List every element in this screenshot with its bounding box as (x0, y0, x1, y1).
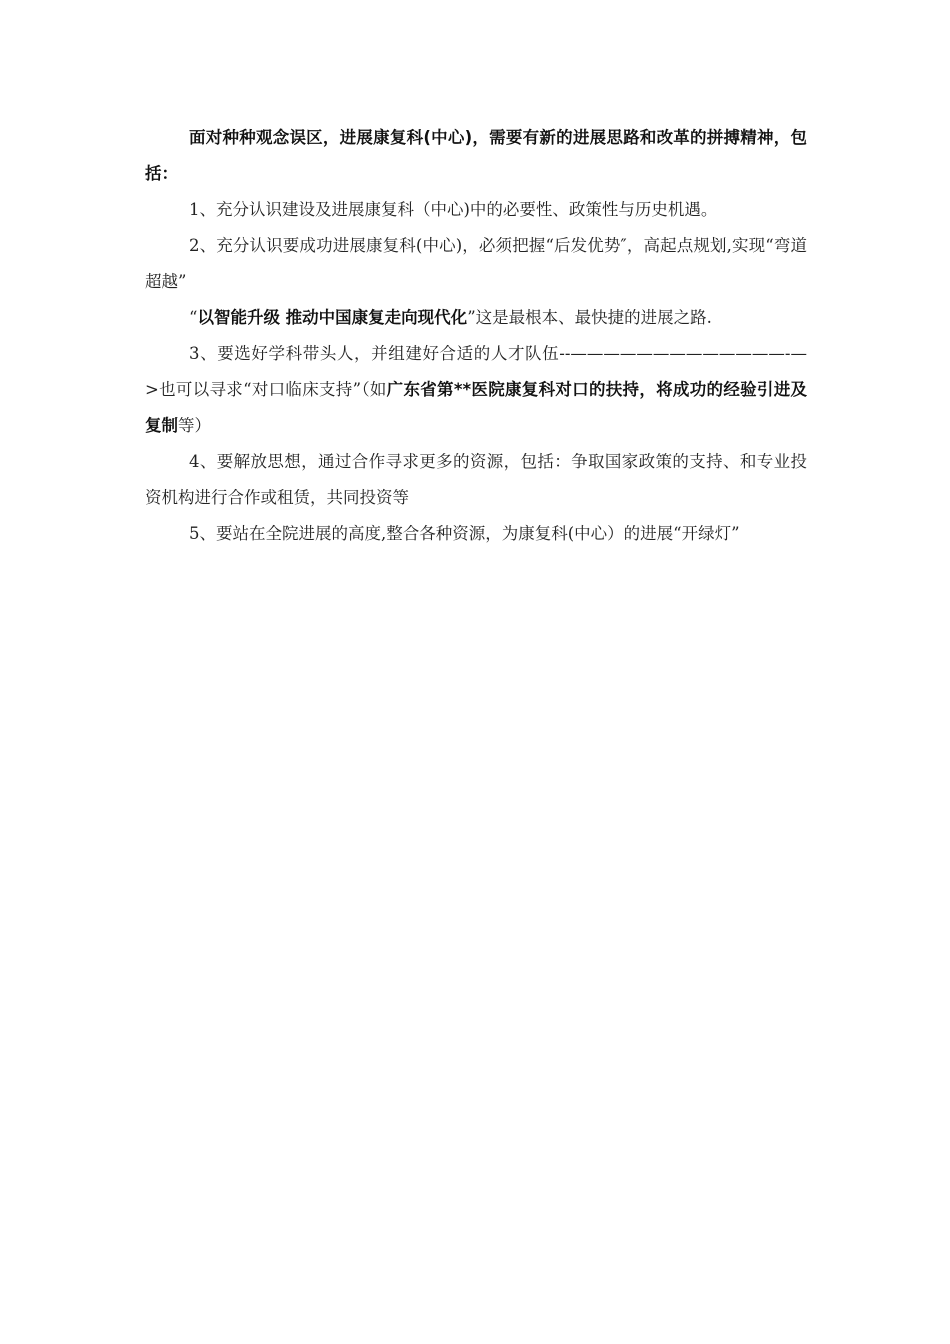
item-1-paragraph (145, 192, 807, 228)
slogan-paragraph (145, 300, 807, 336)
document-body (145, 120, 807, 552)
item-3-paragraph (145, 336, 807, 444)
slogan-open-quote: “ (189, 308, 198, 327)
item-5-text: 5、要站在全院进展的高度,整合各种资源，为康复科(中心）的进展“开绿灯” (189, 524, 740, 543)
item-4-text: 4、要解放思想，通过合作寻求更多的资源，包括：争取国家政策的支持、和专业投资机构进行合作或租赁，共同投资等 (145, 452, 807, 507)
item-5-paragraph (145, 516, 807, 552)
item-1-text: 1、充分认识建设及进展康复科（中心)中的必要性、政策性与历史机遇。 (189, 200, 718, 219)
intro-paragraph (145, 120, 807, 192)
item-2-text: 2、充分认识要成功进展康复科(中心)，必须把握“后发优势″，高起点规划,实现“弯道超越” (145, 236, 807, 291)
item-2-paragraph (145, 228, 807, 300)
slogan-bold-text: 以智能升级 推动中国康复走向现代化 (197, 308, 468, 327)
item-3-end-text: 等） (178, 416, 211, 435)
slogan-rest-text: ”这是最根本、最快捷的进展之路. (467, 308, 712, 327)
item-4-paragraph (145, 444, 807, 516)
intro-text: 面对种种观念误区，进展康复科(中心)，需要有新的进展思路和改革的拼搏精神，包括： (145, 128, 807, 183)
item-3-bold-text: 广东省第**医院康复科对口的扶持，将成功的经验引进及复制 (145, 380, 807, 435)
item-3-start-text: 3、要选好学科带头人，并组建好合适的人才队伍--—————————————-—>也可以寻求“对口临床支持”（如 (145, 344, 807, 399)
